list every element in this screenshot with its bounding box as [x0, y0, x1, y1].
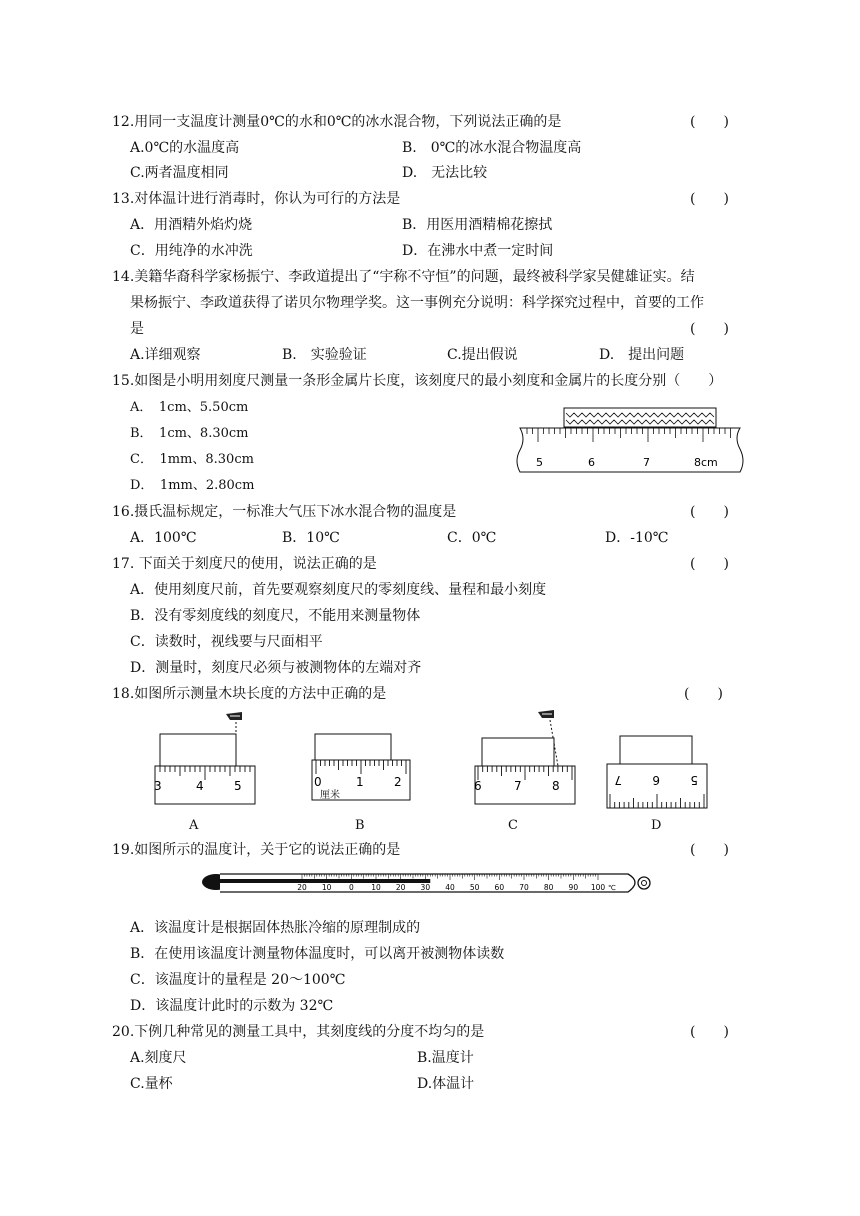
- q16-option-d: D．-10℃: [605, 530, 669, 546]
- ruler-num: 6: [474, 779, 482, 793]
- q13-option-c: C．用纯净的水冲洗: [130, 243, 253, 259]
- ruler-num: 6: [652, 773, 660, 787]
- q15-option-d: D． 1mm、2.80cm: [130, 478, 255, 493]
- q19-thermometer-figure: [198, 866, 658, 900]
- q18-figure-c: [470, 706, 580, 810]
- q14-answer-blank: ( ): [690, 321, 729, 337]
- q16-stem: 16.摄氏温标规定，一标准大气压下冰水混合物的温度是: [112, 504, 457, 520]
- q19-option-b: B．在使用该温度计测量物体温度时，可以离开被测物体读数: [130, 946, 505, 962]
- q18-figure-d: [602, 706, 712, 810]
- thermometer-scale-number: 10: [321, 883, 332, 892]
- q20-answer-blank: ( ): [690, 1024, 729, 1040]
- q17-option-a: A．使用刻度尺前，首先要观察刻度尺的零刻度线、量程和最小刻度: [130, 582, 547, 598]
- q14-stem-line1: 14.美籍华裔科学家杨振宁、李政道提出了“宇称不守恒”的问题，最终被科学家吴健雄证实。结: [112, 269, 695, 285]
- q15-ruler-figure: [512, 405, 748, 477]
- thermometer-scale-number: 0: [348, 883, 354, 892]
- q20-option-d: D.体温计: [417, 1076, 475, 1092]
- q16-option-b: B．10℃: [282, 530, 340, 546]
- q13-option-d: D．在沸水中煮一定时间: [402, 243, 554, 259]
- wood-block: [160, 734, 236, 766]
- thermometer-scale-number: 20: [395, 883, 406, 892]
- thermometer-scale-number: 30: [420, 883, 431, 892]
- q14-stem-line2: 果杨振宁、李政道获得了诺贝尔物理学奖。这一事例充分说明：科学探究过程中，首要的工作: [130, 295, 704, 311]
- q14-option-d: D. 提出问题: [599, 347, 685, 363]
- wood-block: [315, 734, 391, 760]
- q20-stem: 20.下例几种常见的测量工具中，其刻度线的分度不均匀的是: [112, 1024, 485, 1040]
- thermometer-scale-number: 20: [297, 883, 307, 892]
- q18-figure-a: [150, 706, 262, 810]
- thermometer-scale-number: 60: [494, 883, 505, 892]
- q14-option-a: A.详细观察: [130, 347, 201, 363]
- ruler-num: 1: [356, 775, 364, 789]
- q20-option-b: B.温度计: [417, 1050, 474, 1066]
- ruler-label-5: 5: [536, 456, 543, 469]
- thermometer-scale-number: 100: [590, 883, 606, 892]
- q18-answer-blank: ( ): [684, 686, 723, 702]
- q14-option-b: B. 实验验证: [282, 347, 367, 363]
- wood-block: [482, 738, 554, 766]
- q18-label-d: D: [651, 818, 662, 833]
- ruler-label-7: 7: [643, 456, 650, 469]
- q12-option-d: D. 无法比较: [402, 165, 488, 181]
- q17-option-c: C．读数时，视线要与尺面相平: [130, 634, 323, 650]
- ruler-label-8cm: 8cm: [694, 456, 718, 469]
- q18-label-c: C: [508, 818, 518, 833]
- q15-stem: 15.如图是小明用刻度尺测量一条形金属片长度，该刻度尺的最小刻度和金属片的长度分别（ ）: [112, 373, 723, 389]
- ruler-num: 3: [154, 779, 162, 793]
- q15-option-b: B． 1cm、8.30cm: [130, 426, 249, 441]
- q18-label-a: A: [189, 818, 199, 833]
- q19-option-d: D．该温度计此时的示数为 32℃: [130, 998, 334, 1014]
- q18-figure-b: [308, 706, 414, 810]
- wood-block: [620, 736, 692, 764]
- eye-icon: [226, 712, 242, 720]
- ruler-num: 0: [314, 775, 322, 789]
- q14-option-c: C.提出假说: [447, 347, 518, 363]
- thermometer-unit: ℃: [608, 884, 616, 892]
- eye-icon: [538, 710, 554, 718]
- q16-option-c: C．0℃: [447, 530, 497, 546]
- q17-answer-blank: ( ): [690, 556, 729, 572]
- q19-answer-blank: ( ): [690, 842, 729, 858]
- ruler-num: 7: [614, 773, 622, 787]
- q12-answer-blank: ( ): [690, 114, 729, 130]
- ruler-num: 2: [394, 775, 402, 789]
- thermometer-scale-number: 10: [371, 883, 381, 892]
- q15-option-a: A． 1cm、5.50cm: [130, 400, 249, 415]
- thermometer-scale-number: 40: [445, 883, 455, 892]
- q13-option-b: B．用医用酒精棉花擦拭: [402, 217, 553, 233]
- ruler-num: 5: [234, 779, 242, 793]
- ruler-num: 4: [196, 779, 204, 793]
- q13-stem: 13.对体温计进行消毒时，你认为可行的方法是: [112, 191, 401, 207]
- ruler-num: 8: [552, 779, 560, 793]
- q18-stem: 18.如图所示测量木块长度的方法中正确的是: [112, 686, 387, 702]
- ruler-num: 7: [514, 779, 522, 793]
- q16-option-a: A．100℃: [130, 530, 197, 546]
- q17-option-d: D．测量时，刻度尺必须与被测物体的左端对齐: [130, 660, 422, 676]
- ruler-label-6: 6: [588, 456, 595, 469]
- q19-option-a: A．该温度计是根据固体热胀冷缩的原理制成的: [130, 920, 421, 936]
- ruler-num: 5: [690, 773, 698, 787]
- q12-stem: 12.用同一支温度计测量0℃的水和0℃的冰水混合物，下列说法正确的是: [112, 114, 562, 130]
- q13-option-a: A．用酒精外焰灼烧: [130, 217, 253, 233]
- q15-option-c: C． 1mm、8.30cm: [130, 452, 254, 467]
- q17-stem: 17. 下面关于刻度尺的使用，说法正确的是: [112, 556, 377, 572]
- q17-option-b: B．没有零刻度线的刻度尺，不能用来测量物体: [130, 608, 421, 624]
- thermometer-scale-number: 90: [568, 883, 579, 892]
- thermometer-scale-number: 70: [519, 883, 529, 892]
- thermometer-scale-number: 50: [469, 883, 480, 892]
- q13-answer-blank: ( ): [690, 191, 729, 207]
- ruler-unit: 厘米: [320, 790, 340, 801]
- q18-label-b: B: [355, 818, 365, 833]
- q19-option-c: C．该温度计的量程是 20～100℃: [130, 972, 346, 988]
- thermometer-scale-number: 80: [543, 883, 554, 892]
- q14-stem-line3: 是: [130, 321, 144, 337]
- metal-strip: [564, 408, 716, 427]
- q12-option-a: A.0℃的水温度高: [130, 140, 240, 156]
- q20-option-a: A.刻度尺: [130, 1050, 187, 1066]
- q16-answer-blank: ( ): [690, 504, 729, 520]
- q12-option-b: B. 0℃的冰水混合物温度高: [402, 140, 582, 156]
- q20-option-c: C.量杯: [130, 1076, 173, 1092]
- q12-option-c: C.两者温度相同: [130, 165, 229, 181]
- q19-stem: 19.如图所示的温度计，关于它的说法正确的是: [112, 842, 401, 858]
